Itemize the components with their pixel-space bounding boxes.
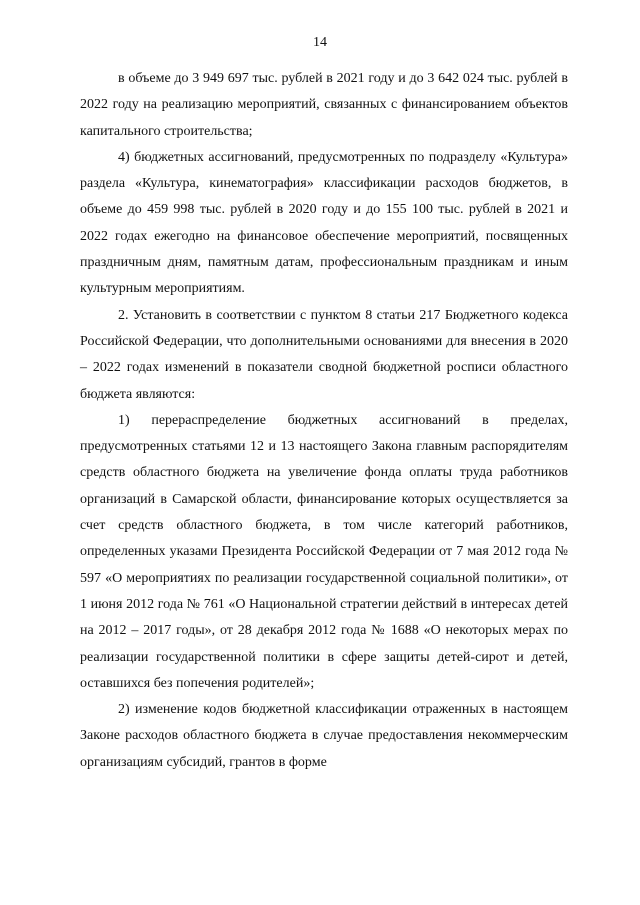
paragraph-5: 2) изменение кодов бюджетной классификации отраженных в настоящем Законе расходов областного бюджета в случае предоставления некоммерческим организациям субсидий, грантов в форме [80, 702, 568, 770]
paragraph-4: 1) перераспределение бюджетных ассигнований в пределах, предусмотренных статьями 12 и 13 настоящего Закона главным распорядителям средств областного бюджета на увеличение фонда оплаты труда работников организаций в Самарской области, финансирование которых осуществляется за счет средств областного бюджета, в том числе категорий работников, определенных указами Президента Российской Федерации от 7 мая 2012 года № 597 «О мероприятиях по реализации государственной социальной политики», от 1 июня 2012 года № 761 «О Национальной стратегии действий в интересах детей на 2012 – 2017 годы», от 28 декабря 2012 года № 1688 «О некоторых мерах по реализации государственной политики в сфере защиты детей-сирот и детей, оставшихся без попечения родителей»; [80, 412, 568, 691]
page-number: 14 [313, 35, 327, 50]
paragraph-2: 4) бюджетных ассигнований, предусмотренных по подразделу «Культура» раздела «Культура, кинематография» классификации расходов бюджетов, в объеме до 459 998 тыс. рублей в 2020 году и до 155 100 тыс. рублей в 2021 и 2022 годах ежегодно на финансовое обеспечение мероприятий, посвященных праздничным дням, памятным датам, профессиональным праздникам и иным культурным мероприятиям. [80, 149, 568, 297]
paragraph-3: 2. Установить в соответствии с пунктом 8 статьи 217 Бюджетного кодекса Российской Федерации, что дополнительными основаниями для внесения в 2020 – 2022 годах изменений в показатели сводной бюджетной росписи областного бюджета являются: [80, 307, 568, 402]
paragraph-1: в объеме до 3 949 697 тыс. рублей в 2021 году и до 3 642 024 тыс. рублей в 2022 году на реализацию мероприятий, связанных с финансированием объектов капитального строительства; [80, 71, 568, 139]
document-body [80, 66, 568, 776]
